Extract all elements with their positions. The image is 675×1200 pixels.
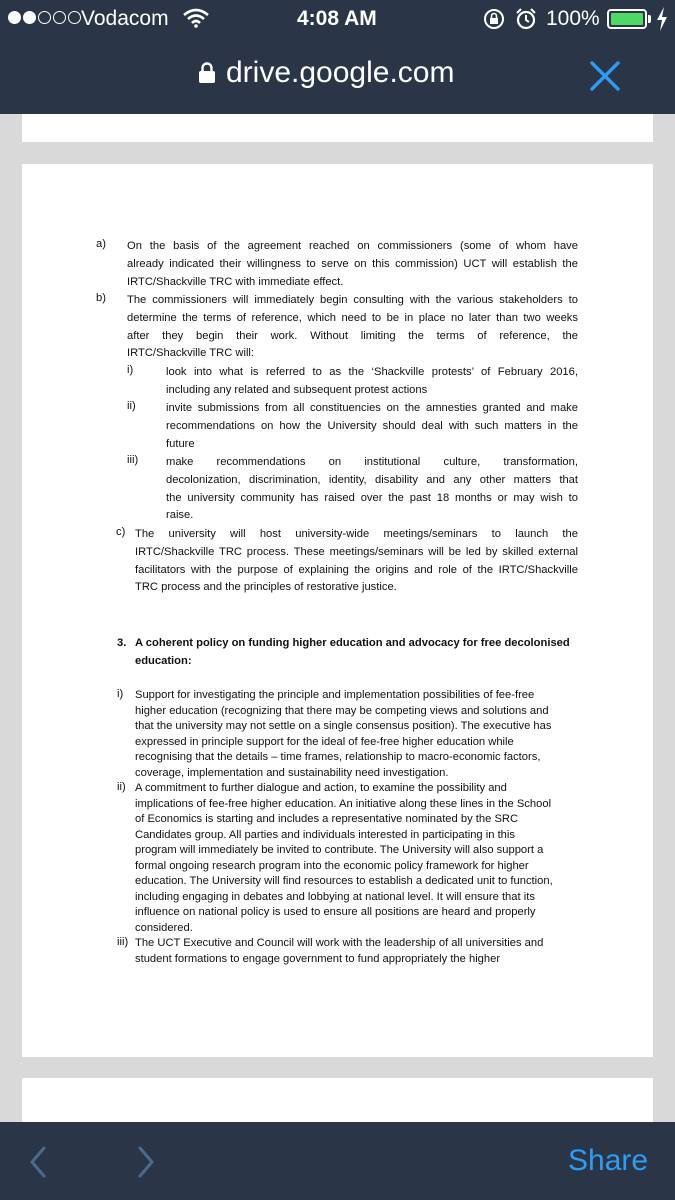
status-bar: [0, 0, 675, 38]
text-line: look into what is referred to as the ‘Shackville protests’ of February 2016,: [166, 366, 578, 378]
url-display[interactable]: [198, 56, 454, 90]
text-line: including engaging in debates and lobbying at national level. It will ensure that its: [135, 890, 535, 903]
text-line: recommendations on how the University should deal with such matters in the: [166, 419, 578, 432]
text-line: that the university may not settle on a single consensus position). The executive has: [135, 720, 552, 732]
text-line: TRC process and the principles of restorative justice.: [135, 581, 397, 594]
heading-line: education:: [135, 654, 192, 667]
text-line: influence on national policy is used to ensure all positions are heard and properly: [135, 906, 536, 918]
text-line: IRTC/Shackville TRC will:: [127, 347, 255, 360]
text-line: student formations to engage government to fund appropriately the higher: [135, 952, 501, 965]
alarm-icon: [515, 8, 537, 30]
wifi-icon: [183, 8, 209, 28]
text-line: the university community has raised over the past 18 months or may wish to: [166, 491, 578, 504]
text-line: Support for investigating the principle and implementation possibilities of fee-free: [135, 689, 535, 701]
text-line: The UCT Executive and Council will work with the leadership of all universities and: [135, 937, 544, 949]
text-line: invite submissions from all constituencies on the amnesties granted and make: [166, 402, 578, 414]
sub-ii-label: ii): [127, 400, 136, 412]
sub-iii-label: iii): [127, 454, 139, 466]
p3-iii-label: iii): [117, 936, 129, 948]
item-a-label: a): [96, 238, 106, 250]
text-line: decolonization, discrimination, identity, disability and any other matters that: [166, 473, 578, 486]
rotation-lock-icon: [483, 8, 505, 30]
text-line: recognising that the details – time frames, relationship to macro-economic factors,: [135, 751, 541, 763]
signal-strength-icon: [8, 11, 81, 24]
text-line: higher education (recognizing that there may be competing views and solutions and: [135, 704, 549, 717]
text-line: considered.: [135, 921, 193, 934]
text-line: On the basis of the agreement reached on commissioners (some of whom have: [127, 240, 578, 252]
p3-i-text: [135, 688, 585, 781]
text-line: coverage, implementation and sustainability need investigation.: [135, 766, 449, 779]
charging-bolt-icon: [655, 6, 669, 32]
p3-ii-text: [135, 781, 585, 936]
heading-line: A coherent policy on funding higher education and advocacy for free decolonised: [135, 637, 570, 649]
previous-page: [22, 114, 653, 142]
item-b-text: [127, 292, 578, 363]
p3-i-label: i): [117, 688, 124, 700]
sub-i-label: i): [127, 364, 134, 376]
p3-iii-text: [135, 936, 585, 967]
item-a-text: [127, 238, 578, 291]
bottom-toolbar: [0, 1122, 675, 1200]
sub-ii-text: [166, 400, 578, 453]
text-line: expressed in principle support for the ideal of fee-free higher education while: [135, 735, 514, 748]
text-line: IRTC/Shackville TRC with immediate effect.: [127, 275, 344, 288]
text-line: after they begin their work. Without limiting the terms of reference, the: [127, 329, 578, 342]
document-page: [22, 164, 653, 1057]
text-line: implications of fee-free higher education. An initiative along these lines in the School: [135, 797, 552, 810]
battery-percent: 100%: [546, 7, 600, 30]
padlock-icon: [198, 62, 216, 84]
text-line: make recommendations on institutional culture, transformation,: [166, 456, 578, 468]
text-line: of Economics is starting and includes a representative nominated by the SRC: [135, 813, 519, 825]
item-c-label: c): [116, 526, 126, 538]
p3-ii-label: ii): [117, 781, 126, 793]
text-line: including any related and subsequent protest actions: [166, 383, 428, 396]
text-line: education. The University will find resources to establish a dedicated unit to function,: [135, 875, 553, 887]
share-button[interactable]: Share: [568, 1144, 649, 1177]
next-page: [22, 1078, 653, 1122]
text-line: already indicated their willingness to serve on this commission) UCT will establish the: [127, 257, 578, 270]
battery-icon: [607, 9, 647, 29]
url-text: drive.google.com: [226, 56, 455, 89]
chevron-right-icon[interactable]: [130, 1142, 160, 1182]
section-3-heading: [135, 635, 578, 671]
battery-tip: [648, 15, 651, 23]
sub-i-text: [166, 364, 578, 400]
text-line: A commitment to further dialogue and action, to examine the possibility and: [135, 782, 507, 794]
section-3-number: 3.: [117, 637, 127, 649]
text-line: formal ongoing research program into the economic policy framework for higher: [135, 859, 529, 872]
sub-iii-text: [166, 454, 578, 525]
document-viewer[interactable]: [0, 114, 675, 1122]
item-c-text: [135, 526, 578, 597]
chevron-left-icon[interactable]: [24, 1142, 54, 1182]
url-bar: [0, 38, 675, 114]
carrier-name: Vodacom: [81, 7, 169, 30]
text-line: facilitators with the purpose of explaining the origins and role of the IRTC/Shackville: [135, 563, 578, 576]
text-line: The commissioners will immediately begin consulting with the various stakeholders to: [127, 294, 578, 306]
close-x-icon[interactable]: [583, 54, 627, 98]
text-line: Candidates group. All parties and individuals interested in participating in this: [135, 828, 515, 841]
text-line: raise.: [166, 509, 194, 522]
item-b-label: b): [96, 292, 106, 304]
text-line: determine the terms of reference, which need to be in place no later than two weeks: [127, 311, 578, 324]
text-line: future: [166, 437, 195, 450]
clock-time: 4:08 AM: [297, 7, 377, 30]
text-line: The university will host university-wide meetings/seminars to launch the: [135, 528, 578, 540]
text-line: program will immediately be invited to contribute. The University will also support a: [135, 844, 544, 856]
text-line: IRTC/Shackville TRC process. These meetings/seminars will be led by skilled external: [135, 545, 578, 558]
